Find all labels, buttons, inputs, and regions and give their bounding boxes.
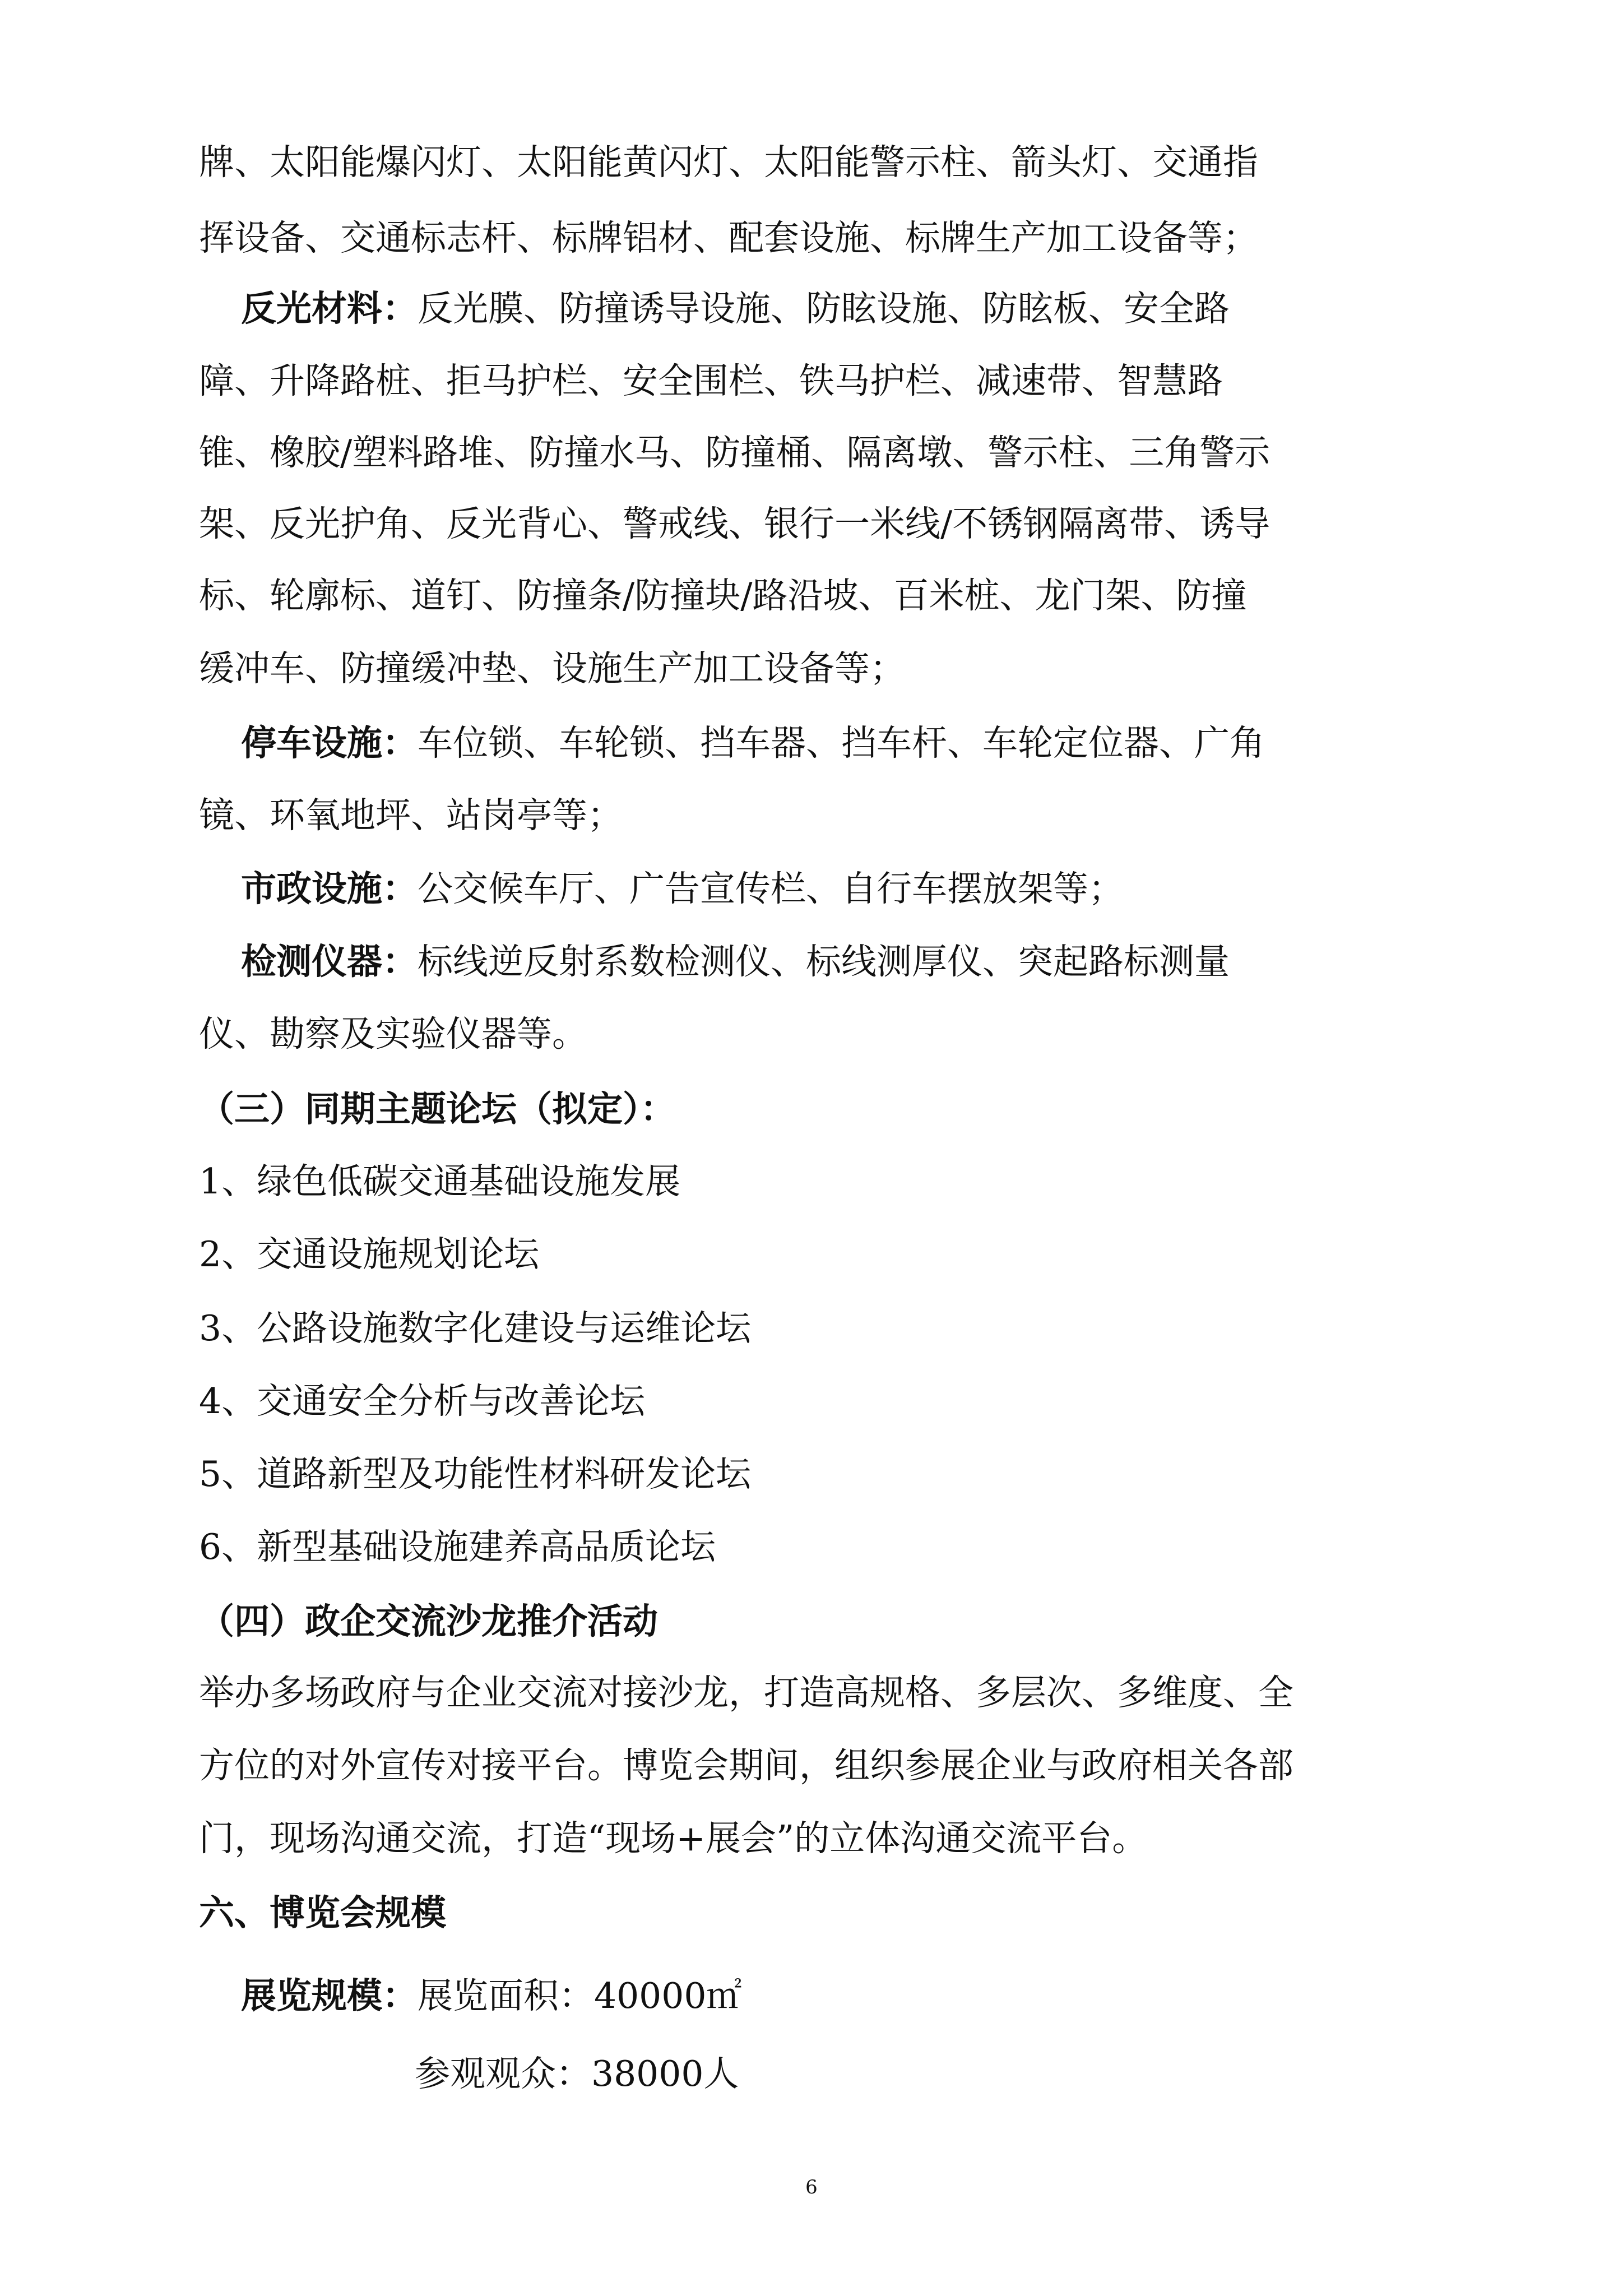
- body-line: 仪、勘察及实验仪器等。: [199, 1013, 587, 1054]
- body-line: 缓冲车、防撞缓冲垫、设施生产加工设备等；: [199, 648, 905, 689]
- body-line: 架、反光护角、反光背心、警戒线、银行一米线/不锈钢隔离带、诱导: [199, 503, 1270, 544]
- category-line: [241, 286, 1230, 331]
- category-label: 检测仪器：: [241, 941, 418, 982]
- body-line: 参观观众：38000人: [415, 2053, 739, 2094]
- body-line: 举办多场政府与企业交流对接沙龙，打造高规格、多层次、多维度、全: [199, 1672, 1293, 1713]
- body-line: 牌、太阳能爆闪灯、太阳能黄闪灯、太阳能警示柱、箭头灯、交通指: [199, 142, 1258, 183]
- body-line: 障、升降路桩、拒马护栏、安全围栏、铁马护栏、减速带、智慧路: [199, 360, 1223, 401]
- category-text: 反光膜、防撞诱导设施、防眩设施、防眩板、安全路: [418, 288, 1230, 329]
- list-item: 1、绿色低碳交通基础设施发展: [199, 1161, 681, 1202]
- list-item: 2、交通设施规划论坛: [199, 1234, 540, 1275]
- category-label: 停车设施：: [241, 722, 418, 763]
- list-item: 5、道路新型及功能性材料研发论坛: [199, 1453, 752, 1494]
- body-line: 挥设备、交通标志杆、标牌铝材、配套设施、标牌生产加工设备等；: [199, 217, 1258, 258]
- body-line: 方位的对外宣传对接平台。博览会期间，组织参展企业与政府相关各部: [199, 1745, 1293, 1786]
- section-heading: 六、博览会规模: [199, 1892, 446, 1933]
- category-line: [241, 939, 1230, 984]
- category-text: 公交候车厅、广告宣传栏、自行车摆放架等；: [418, 868, 1124, 909]
- body-line: 镜、环氧地坪、站岗亭等；: [199, 795, 623, 836]
- category-line: [241, 866, 1124, 911]
- category-line: [241, 1973, 741, 2019]
- category-label: 市政设施：: [241, 868, 418, 909]
- category-text: 标线逆反射系数检测仪、标线测厚仪、突起路标测量: [418, 941, 1230, 982]
- page-number: 6: [805, 2176, 818, 2198]
- category-label: 反光材料：: [241, 288, 418, 329]
- section-heading: （三）同期主题论坛（拟定）：: [199, 1088, 676, 1130]
- body-line: 标、轮廓标、道钉、防撞条/防撞块/路沿坡、百米桩、龙门架、防撞: [199, 575, 1247, 616]
- category-text: 展览面积：40000㎡: [418, 1975, 742, 2016]
- list-item: 4、交通安全分析与改善论坛: [199, 1381, 646, 1422]
- section-heading: （四）政企交流沙龙推介活动: [199, 1600, 658, 1642]
- list-item: 3、公路设施数字化建设与运维论坛: [199, 1308, 752, 1349]
- category-label: 展览规模：: [241, 1975, 418, 2016]
- body-line: 锥、橡胶/塑料路堆、防撞水马、防撞桶、隔离墩、警示柱、三角警示: [199, 432, 1270, 473]
- body-line: 门，现场沟通交流，打造“现场+展会”的立体沟通交流平台。: [199, 1818, 1148, 1859]
- list-item: 6、新型基础设施建养高品质论坛: [199, 1526, 716, 1567]
- category-text: 车位锁、车轮锁、挡车器、挡车杆、车轮定位器、广角: [418, 723, 1265, 763]
- category-line: [241, 720, 1265, 766]
